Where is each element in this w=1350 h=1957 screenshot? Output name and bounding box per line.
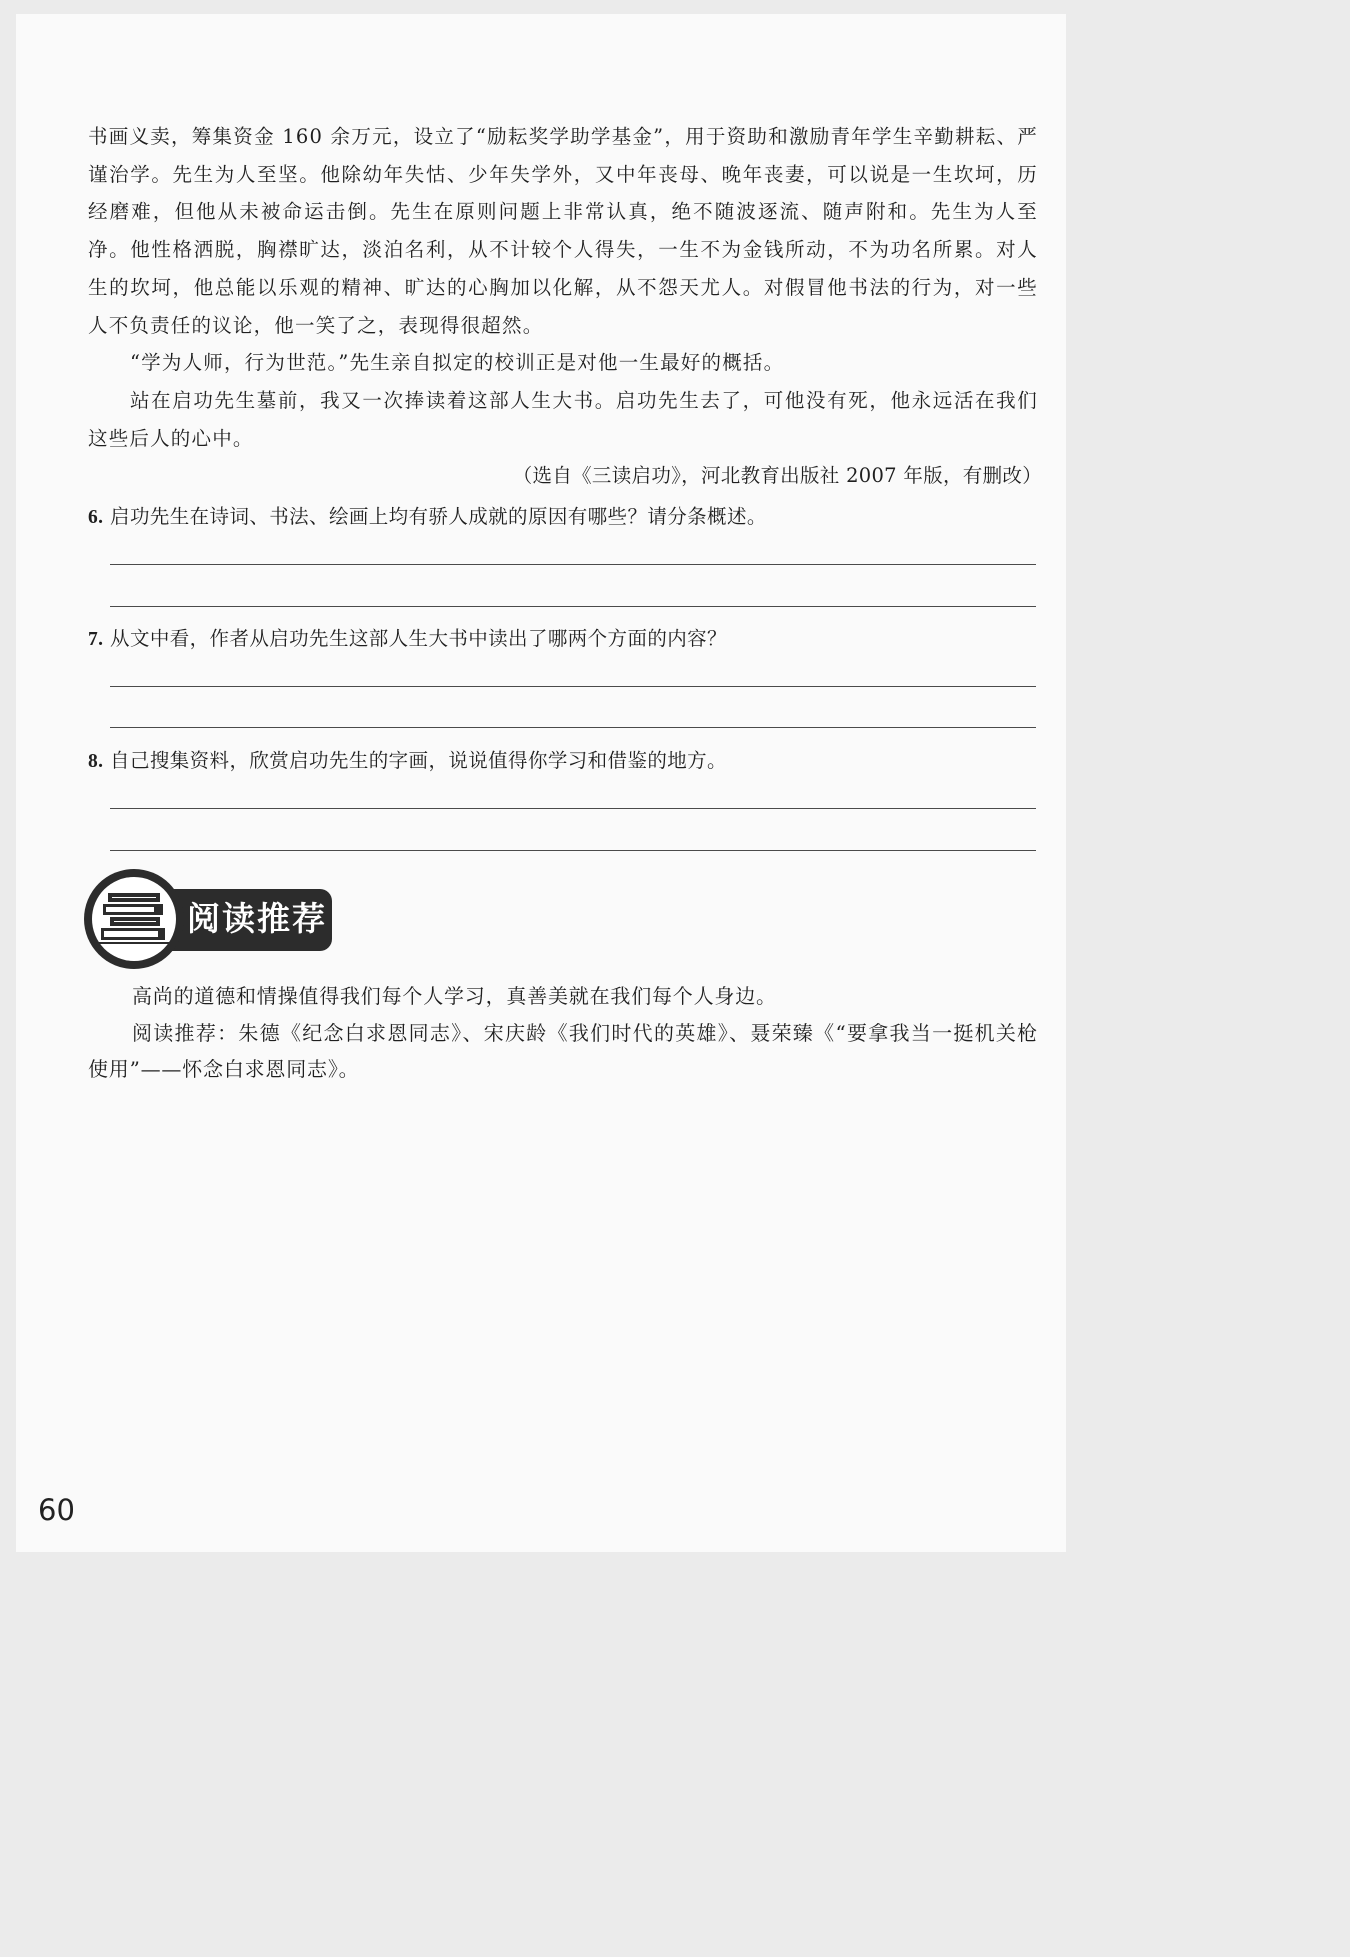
question-number: 7. [88,629,104,650]
page-number: 60 [38,1493,75,1527]
question-6 [88,502,767,533]
answer-line[interactable] [110,850,1036,851]
passage-paragraph: 站在启功先生墓前，我又一次捧读着这部人生大书。启功先生去了，可他没有死，他永远活在我们这些后人的心中。 [88,388,1038,450]
passage-text [88,118,1042,495]
answer-line[interactable] [110,606,1036,607]
answer-line[interactable] [110,808,1036,809]
section-title: 阅读推荐 [187,899,327,938]
answer-line[interactable] [110,727,1036,728]
passage-source: （选自《三读启功》，河北教育出版社 2007 年版，有删改） [512,464,1042,488]
books-icon [98,891,170,947]
question-text: 自己搜集资料，欣赏启功先生的字画，说说值得你学习和借鉴的地方。 [110,749,727,772]
section-banner [84,869,336,969]
passage-paragraph: 书画义卖，筹集资金 160 余万元，设立了“励耘奖学助学基金”，用于资助和激励青年学生辛勤耕耘、严谨治学。先生为人至坚。他除幼年失怙、少年失学外，又中年丧母、晚年丧妻，可以说是一生坎坷，历经磨难，但他从未被命运击倒。先生在原则问题上非常认真，绝不随波逐流、随声附和。先生为人至净。他性格洒脱，胸襟旷达，淡泊名利，从不计较个人得失，一生不为金钱所动，不为功名所累。对人生的坎坷，他总能以乐观的精神、旷达的心胸加以化解，从不怨天尤人。对假冒他书法的行为，对一些人不负责任的议论，他一笑了之，表现得很超然。 [88,125,1038,337]
question-text: 启功先生在诗词、书法、绘画上均有骄人成就的原因有哪些？请分条概述。 [110,505,767,528]
recommend-paragraph: 高尚的道德和情操值得我们每个人学习，真善美就在我们每个人身边。 [132,984,777,1008]
answer-line[interactable] [110,686,1036,687]
question-text: 从文中看，作者从启功先生这部人生大书中读出了哪两个方面的内容？ [110,627,727,650]
question-number: 6. [88,507,104,528]
recommend-text [88,978,1038,1088]
question-7 [88,624,727,655]
recommend-paragraph: 阅读推荐：朱德《纪念白求恩同志》、宋庆龄《我们时代的英雄》、聂荣臻《“要拿我当一挺机关枪使用”——怀念白求恩同志》。 [88,1020,1038,1081]
answer-line[interactable] [110,564,1036,565]
passage-paragraph: “学为人师，行为世范。”先生亲自拟定的校训正是对他一生最好的概括。 [130,351,785,375]
question-8 [88,746,727,777]
question-number: 8. [88,751,104,772]
